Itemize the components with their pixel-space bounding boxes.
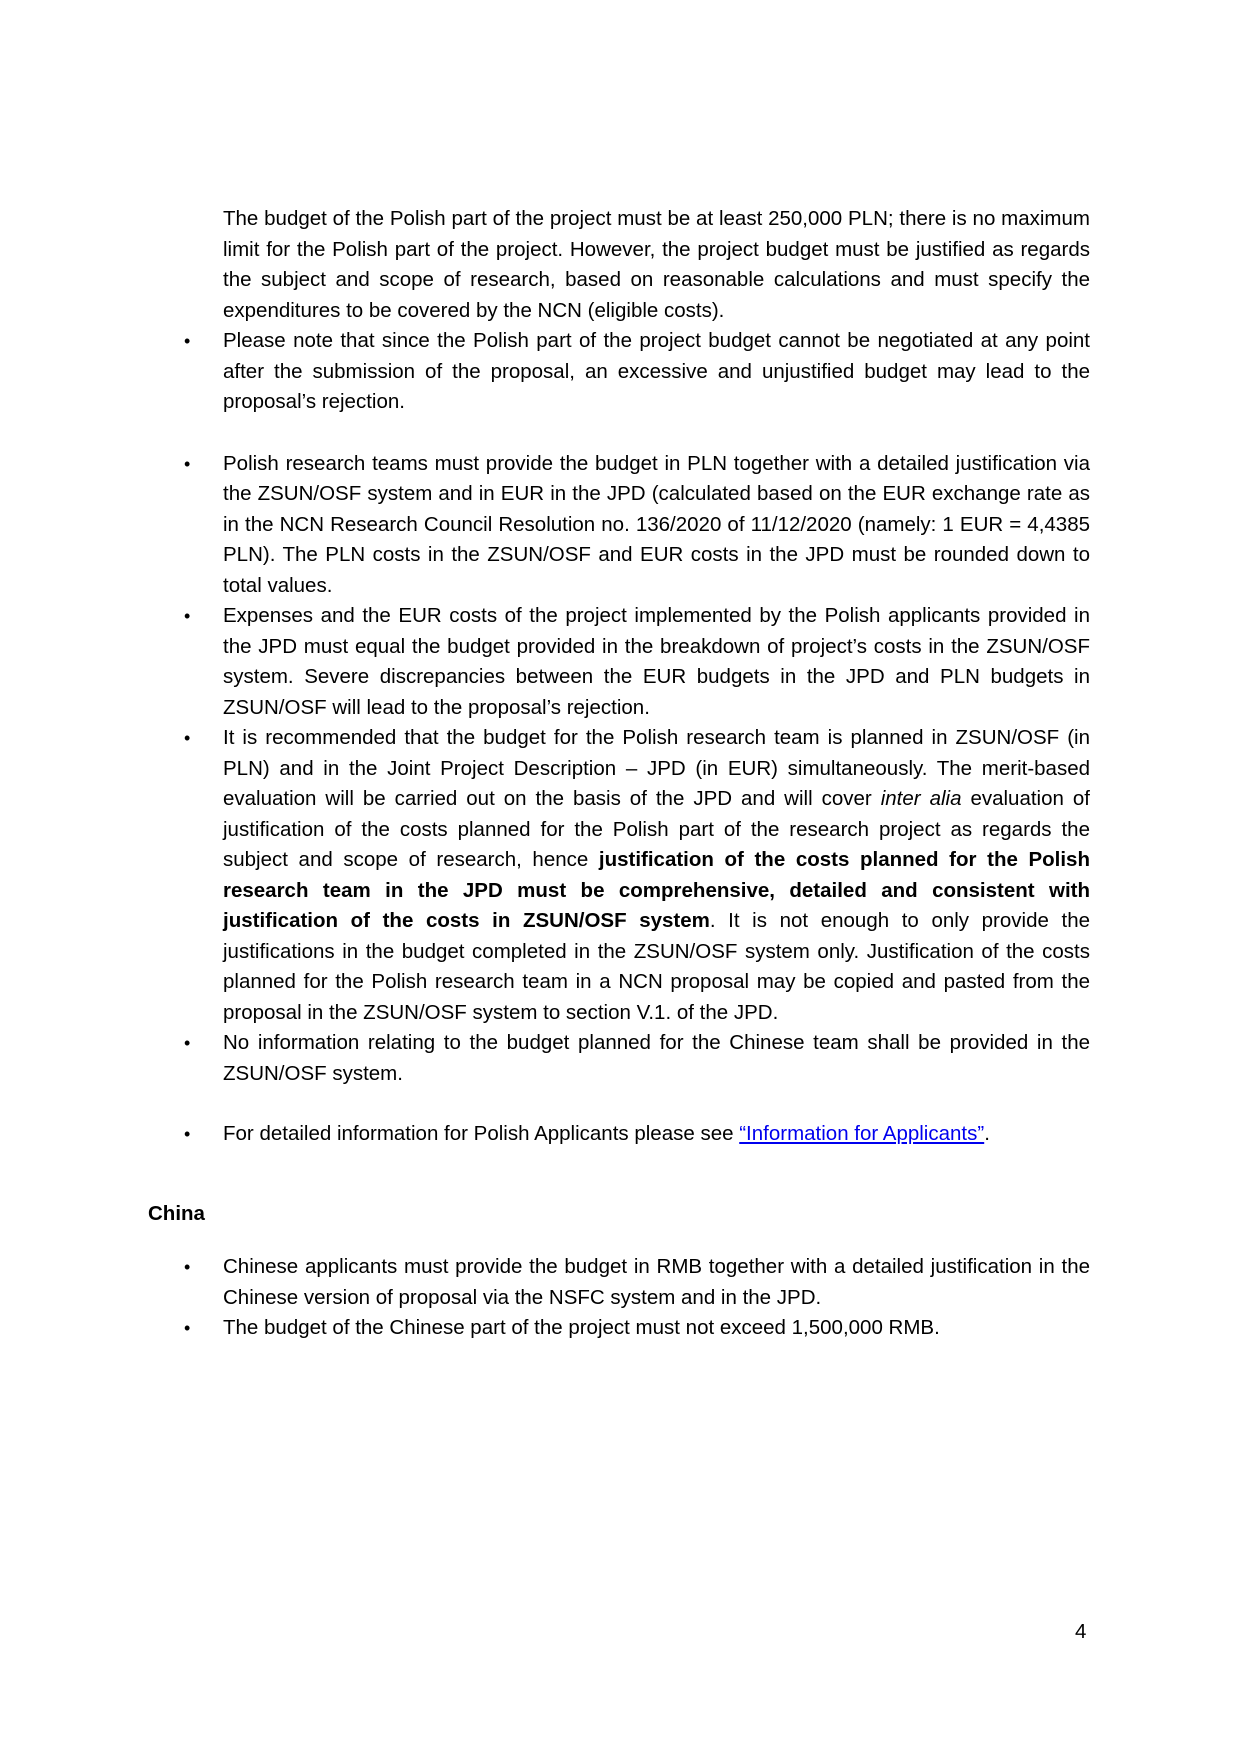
spacer (148, 418, 1090, 449)
bullet-icon: • (184, 1318, 191, 1338)
list-item-text: Chinese applicants must provide the budget in RMB together with a detailed justification in the Chinese version of proposal via the NSFC system and in the JPD. (223, 1255, 1090, 1309)
bullet-icon: • (184, 453, 191, 474)
information-for-applicants-link[interactable]: “Information for Applicants” (739, 1122, 985, 1145)
recommended-bold-text: justification of the costs planned for the Polish research team in the JPD must be comprehensive, detailed and consistent with justification of the costs in ZSUN/OSF system (223, 848, 1090, 932)
info-suffix-text: . (984, 1122, 990, 1145)
list-item-info (148, 1119, 1090, 1150)
page-content (148, 204, 1090, 1344)
bullet-icon: • (184, 1257, 191, 1277)
recommended-italic-text: inter alia (880, 787, 962, 810)
list-item-text: Please note that since the Polish part of the project budget cannot be negotiated at any point after the submission of the proposal, an excessive and unjustified budget may lead to the proposal’s rejection. (223, 329, 1090, 413)
list-item-text: The budget of the Chinese part of the project must not exceed 1,500,000 RMB. (223, 1316, 940, 1339)
recommended-text-part2: evaluation of justification of the costs planned for the Polish part of the research project as regards the subject and scope of research, hence (223, 787, 1090, 871)
list-item (148, 1028, 1090, 1089)
page-number: 4 (1075, 1620, 1087, 1643)
bullet-icon: • (184, 1033, 191, 1053)
list-item-text: No information relating to the budget planned for the Chinese team shall be provided in the ZSUN/OSF system. (223, 1031, 1090, 1085)
recommended-text-part3: . It is not enough to only provide the justifications in the budget completed in the ZSUN/OSF system only. Justification of the costs planned for the Polish research team in a NCN proposal may be copied and pasted from the proposal in the ZSUN/OSF system to section V.1. of the JPD. (223, 909, 1091, 1024)
spacer (148, 1150, 1090, 1199)
china-heading: China (148, 1201, 205, 1225)
list-item-text: Polish research teams must provide the budget in PLN together with a detailed justification via the ZSUN/OSF system and in EUR in the JPD (calculated based on the EUR exchange rate as in the NCN Research Council Resolution no. 136/2020 of 11/12/2020 (namely: 1 EUR = 4,4385 PLN). The PLN costs in the ZSUN/OSF and EUR costs in the JPD must be rounded down to total values. (223, 451, 1090, 597)
list-item (148, 1252, 1090, 1313)
list-item-recommended (148, 723, 1090, 1028)
list-item-text: Expenses and the EUR costs of the project implemented by the Polish applicants provided in the JPD must equal the budget provided in the breakdown of project’s costs in the ZSUN/OSF system. Severe discrepancies between the EUR budgets in the JPD and PLN budgets in ZSUN/OSF will lead to the proposal’s rejection. (223, 604, 1090, 719)
bullet-icon: • (184, 728, 191, 748)
spacer (148, 1229, 1090, 1252)
bullet-icon: • (184, 606, 191, 626)
bullet-icon: • (184, 1124, 191, 1144)
spacer (148, 1089, 1090, 1119)
list-item (148, 449, 1090, 602)
bullet-icon: • (184, 331, 191, 351)
list-item (148, 601, 1090, 723)
poland-bullet-list-b (148, 449, 1090, 1090)
list-item (148, 326, 1090, 418)
info-bullet-list (148, 1119, 1090, 1150)
china-bullet-list (148, 1252, 1090, 1344)
intro-paragraph: The budget of the Polish part of the project must be at least 250,000 PLN; there is no maximum limit for the Polish part of the project. However, the project budget must be justified as regards the subject and scope of research, based on reasonable calculations and must specify the expenditures to be covered by the NCN (eligible costs). (223, 207, 1090, 322)
list-item (148, 1313, 1090, 1344)
recommended-text-part1: It is recommended that the budget for the Polish research team is planned in ZSUN/OSF (in PLN) and in the Joint Project Description – JPD (in EUR) simultaneously. The merit-based evaluation will be carried out on the basis of the JPD and will cover (223, 726, 1090, 810)
info-prefix-text: For detailed information for Polish Applicants please see (223, 1122, 740, 1145)
poland-bullet-list-a (148, 326, 1090, 418)
